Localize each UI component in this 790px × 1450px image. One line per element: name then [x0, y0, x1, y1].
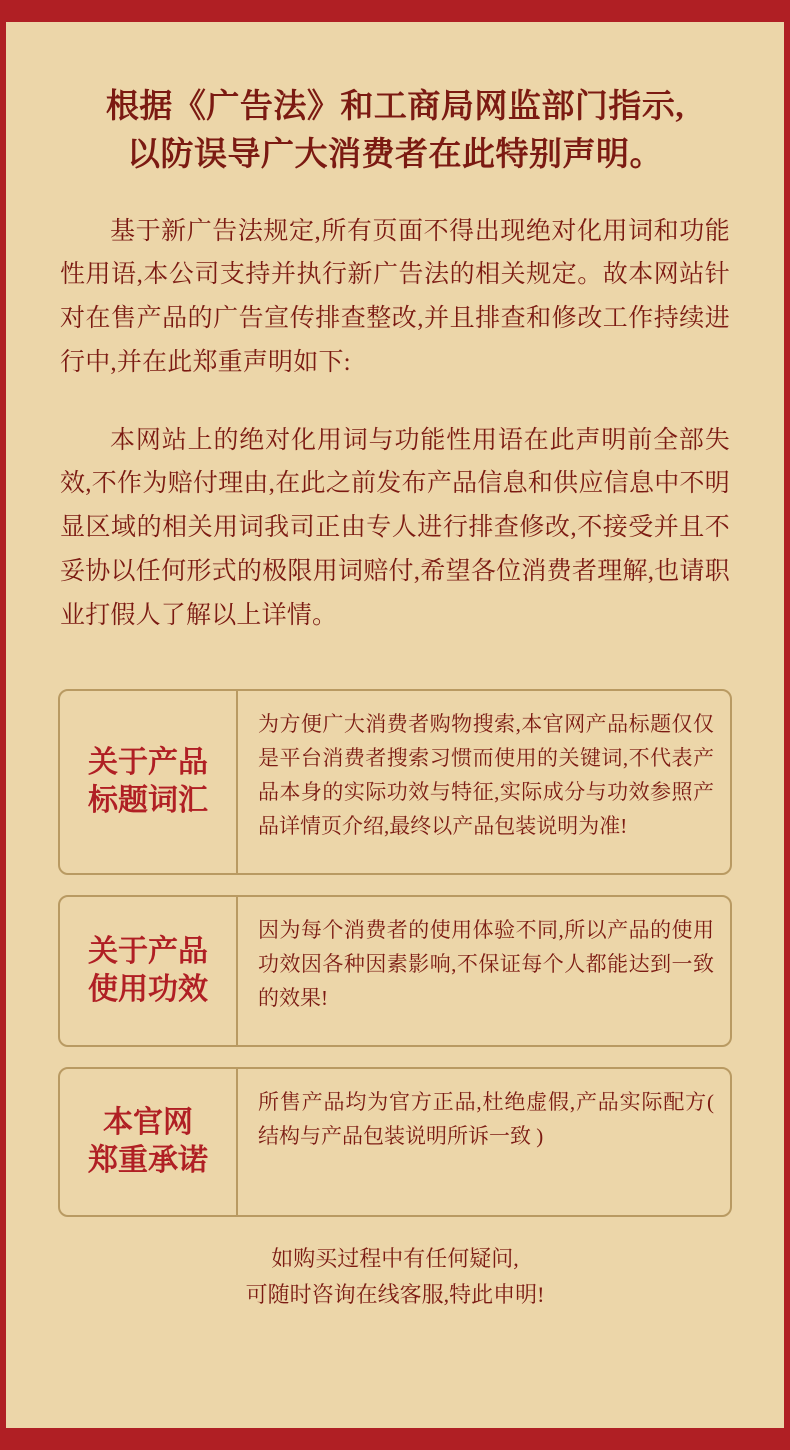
bottom-red-bar — [0, 1428, 790, 1450]
statement-sheet — [6, 22, 784, 1428]
card-product-efficacy — [58, 895, 732, 1047]
card-title-line-2: 郑重承诺 — [88, 1144, 208, 1178]
card-body: 为方便广大消费者购物搜索,本官网产品标题仅仅是平台消费者搜索习惯而使用的关键词,不代表产品本身的实际功效与特征,实际成分与功效参照产品详情页介绍,最终以产品包装说明为准! — [258, 712, 714, 839]
footer-note-line-2: 可随时咨询在线客服,特此申明! — [245, 1281, 545, 1307]
statement-paragraph-2: 本网站上的绝对化用词与功能性用语在此声明前全部失效,不作为赔付理由,在此之前发布产品信息和供应信息中不明显区域的相关用词我司正由专人进行排查修改,不接受并且不妥协以任何形式的极限用词赔付,希望各位消费者理解,也请职业打假人了解以上详情。 — [60, 426, 730, 629]
card-body: 因为每个消费者的使用体验不同,所以产品的使用功效因各种因素影响,不保证每个人都能达到一致的效果! — [258, 918, 714, 1011]
page-title-line-1: 根据《广告法》和工商局网监部门指示, — [105, 89, 685, 125]
page-title-line-2: 以防误导广大消费者在此特别声明。 — [127, 136, 663, 173]
page-title — [58, 84, 732, 180]
card-body: 所售产品均为官方正品,杜绝虚假,产品实际配方( 结构与产品包装说明所诉一致 ) — [258, 1090, 714, 1149]
top-red-bar — [0, 0, 790, 22]
card-official-promise — [58, 1067, 732, 1217]
card-title-line-1: 关于产品 — [88, 935, 208, 969]
right-red-edge — [784, 0, 790, 1450]
card-title — [60, 691, 238, 873]
footer-note-line-1: 如购买过程中有任何疑问, — [271, 1246, 519, 1272]
card-title-line-2: 标题词汇 — [88, 784, 208, 818]
card-title — [60, 1069, 238, 1215]
footer-note — [58, 1241, 732, 1311]
card-product-title-terms — [58, 689, 732, 875]
card-title-line-1: 本官网 — [103, 1106, 193, 1140]
card-title-line-1: 关于产品 — [88, 746, 208, 780]
card-title-line-2: 使用功效 — [88, 973, 208, 1007]
statement-paragraph-1: 基于新广告法规定,所有页面不得出现绝对化用词和功能性用语,本公司支持并执行新广告法的相关规定。故本网站针对在售产品的广告宣传排查整改,并且排查和修改工作持续进行中,并在此郑重声明如下: — [60, 217, 730, 376]
card-title — [60, 897, 238, 1045]
statement-card-list — [58, 689, 732, 1217]
